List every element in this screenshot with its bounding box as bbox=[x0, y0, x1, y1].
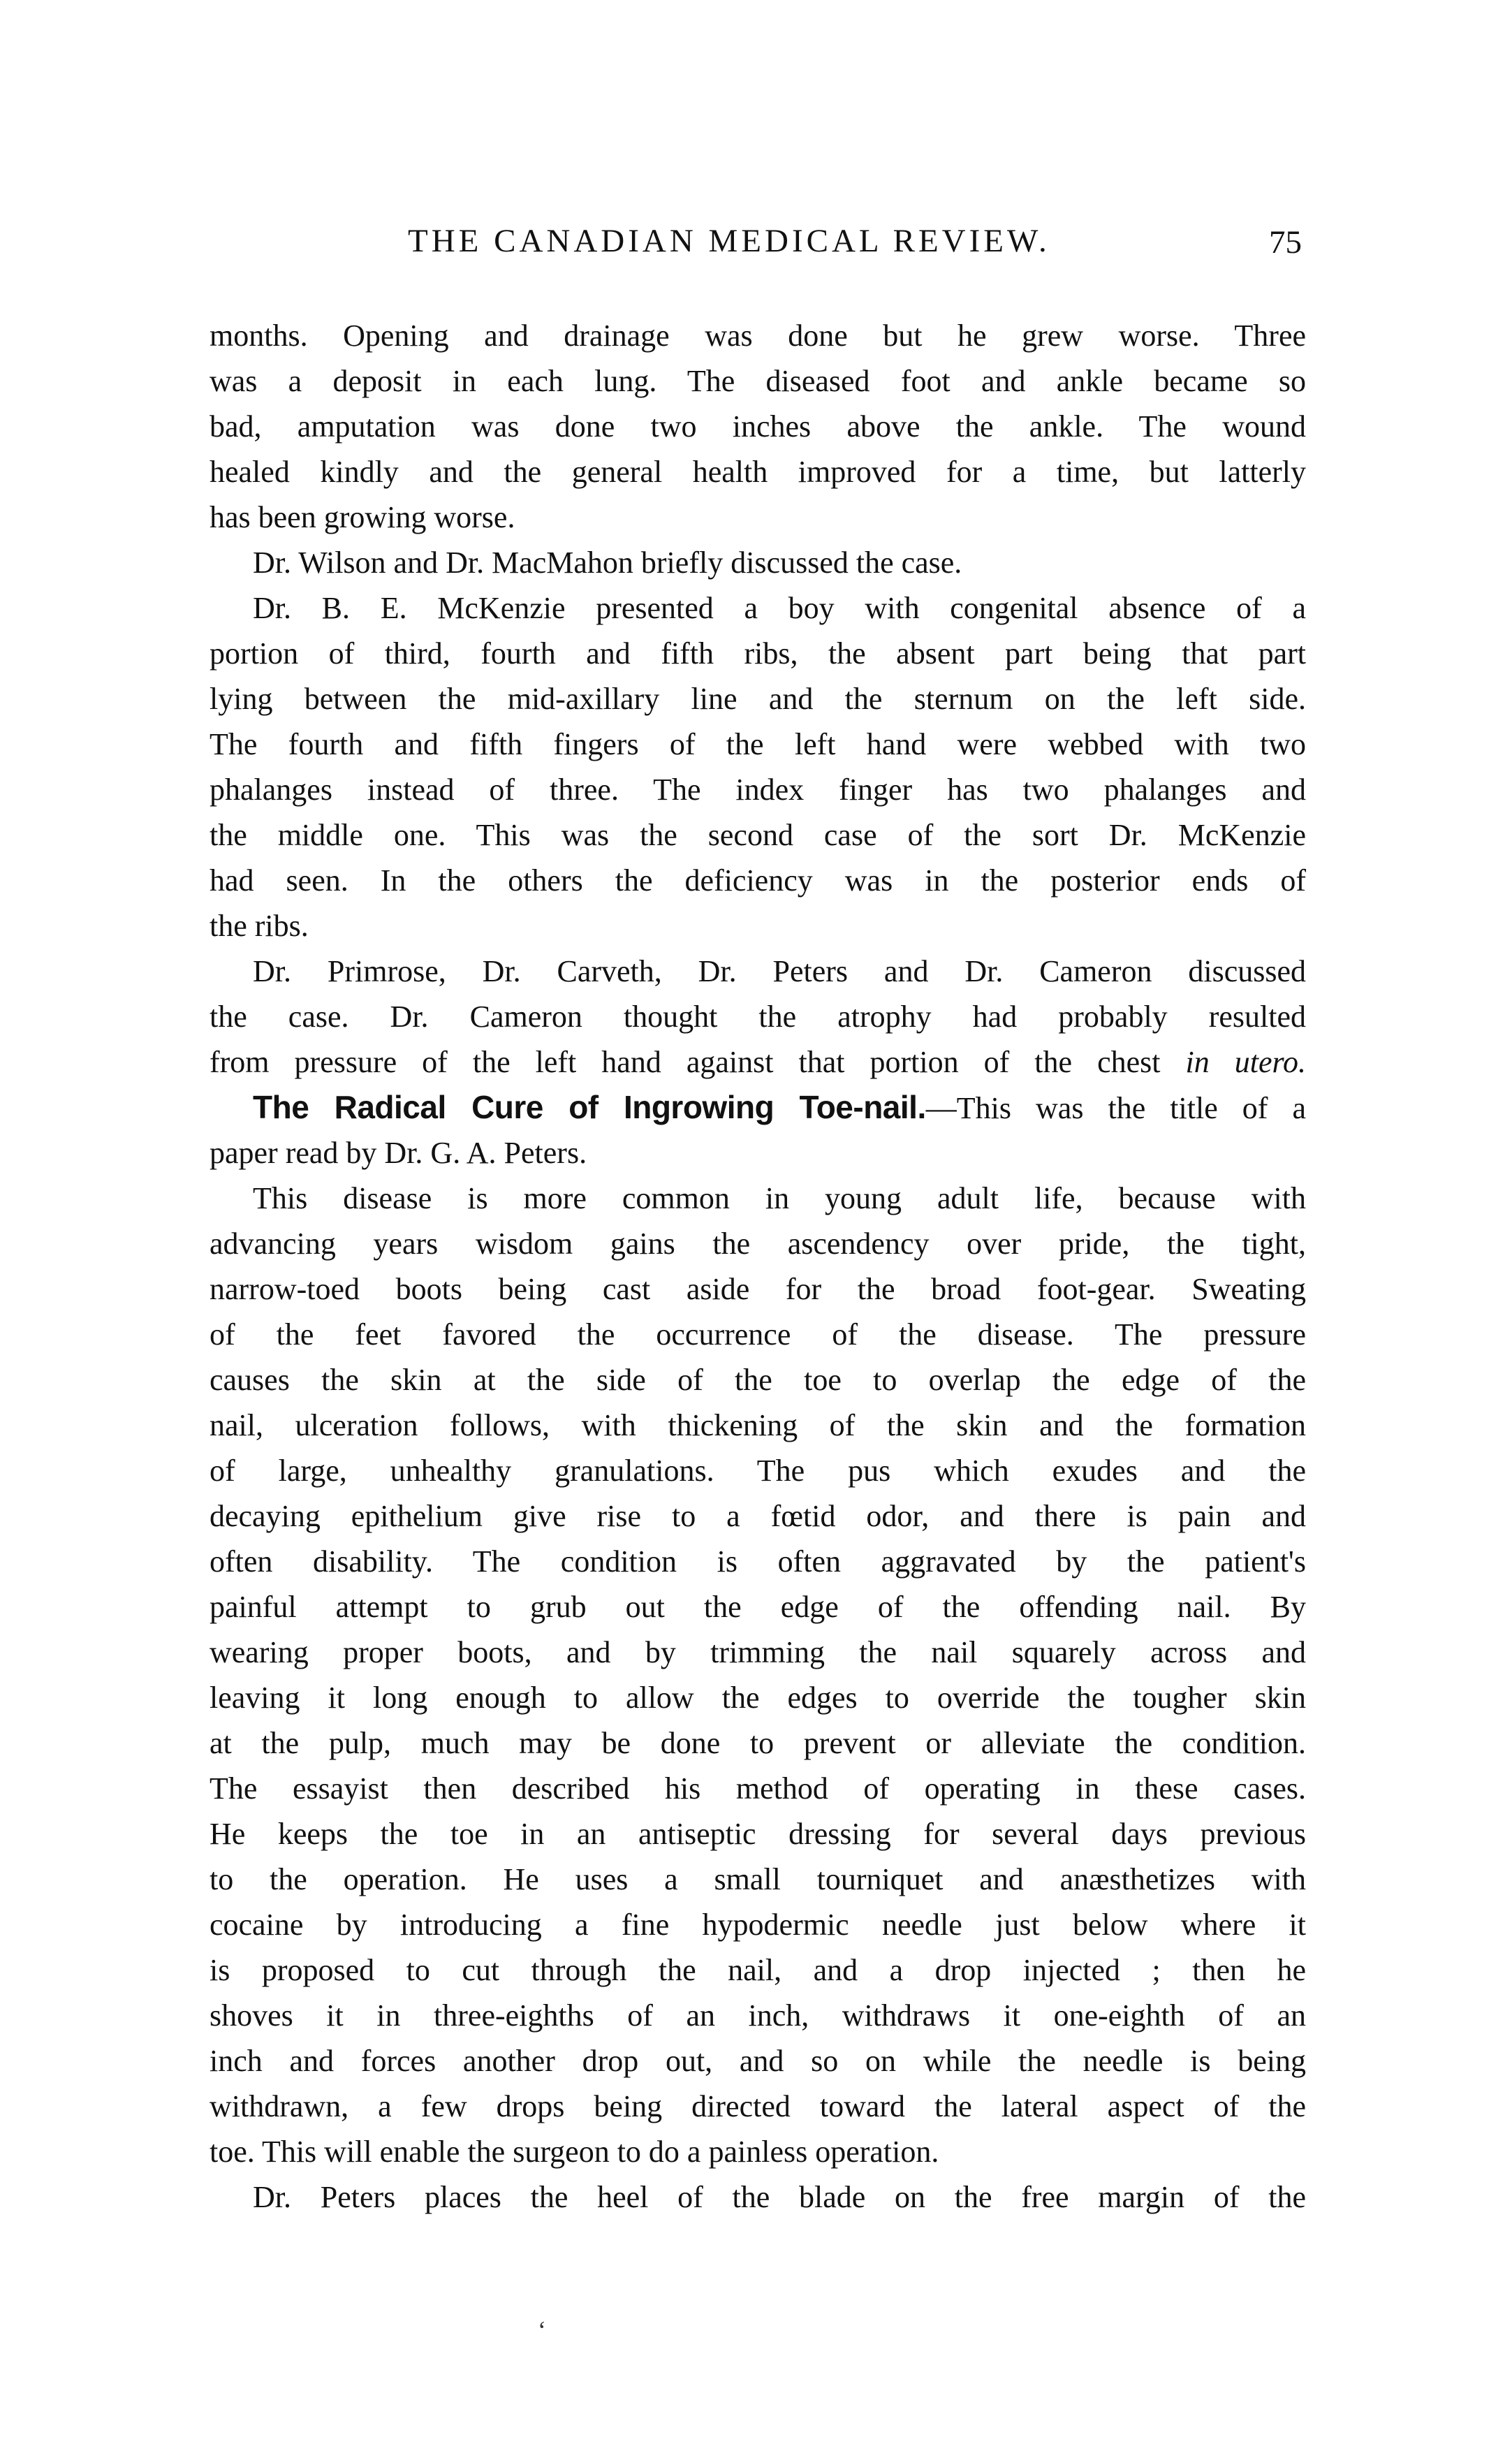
text-line: the middle one. This was the second case of the sort Dr. McKenzie bbox=[210, 818, 1306, 852]
running-head bbox=[210, 222, 1306, 278]
text-line: wearing proper boots, and by trimming the nail squarely across and bbox=[210, 1635, 1306, 1669]
text-line: Dr. Wilson and Dr. MacMahon briefly discussed the case. bbox=[253, 546, 962, 580]
text-line: The essayist then described his method of operating in these cases. bbox=[210, 1771, 1306, 1806]
text-line: cocaine by introducing a fine hypodermic needle just below where it bbox=[210, 1908, 1306, 1942]
text-line: portion of third, fourth and fifth ribs, the absent part being that part bbox=[210, 636, 1306, 671]
text-run: from pressure of the left hand against that portion of the chest bbox=[210, 1045, 1161, 1079]
text-run: —This was the title of a bbox=[925, 1091, 1307, 1125]
text-line: months. Opening and drainage was done but he grew worse. Three bbox=[210, 319, 1306, 353]
text-line: Dr. Peters places the heel of the blade on the free margin of the bbox=[253, 2180, 1306, 2214]
text-line: He keeps the toe in an antiseptic dressing for several days previous bbox=[210, 1817, 1306, 1851]
text-line: was a deposit in each lung. The diseased foot and ankle became so bbox=[210, 364, 1306, 398]
running-title: THE CANADIAN MEDICAL REVIEW. bbox=[408, 223, 1050, 259]
text-line: to the operation. He uses a small tourniquet and anæsthetizes with bbox=[210, 1862, 1306, 1896]
text-line: of large, unhealthy granulations. The pus which exudes and the bbox=[210, 1454, 1306, 1488]
text-line: nail, ulceration follows, with thickening of the skin and the formation bbox=[210, 1408, 1306, 1442]
text-line: withdrawn, a few drops being directed toward the lateral aspect of the bbox=[210, 2089, 1306, 2123]
text-line: narrow-toed boots being cast aside for the broad foot-gear. Sweating bbox=[210, 1272, 1306, 1306]
text-line: inch and forces another drop out, and so on while the needle is being bbox=[210, 2044, 1306, 2078]
body-text bbox=[210, 313, 1306, 2220]
section-heading-line bbox=[210, 1085, 1306, 1130]
text-line: decaying epithelium give rise to a fœtid odor, and there is pain and bbox=[210, 1499, 1306, 1533]
text-line: Dr. B. E. McKenzie presented a boy with congenital absence of a bbox=[253, 591, 1306, 625]
text-line: has been growing worse. bbox=[210, 500, 515, 534]
stray-print-mark: ʻ bbox=[538, 2316, 546, 2344]
text-line: shoves it in three-eighths of an inch, withdraws it one-eighth of an bbox=[210, 1998, 1306, 2033]
text-line: at the pulp, much may be done to prevent or alleviate the condition. bbox=[210, 1726, 1306, 1760]
text-line: causes the skin at the side of the toe to overlap the edge of the bbox=[210, 1363, 1306, 1397]
text-line: This disease is more common in young adult life, because with bbox=[253, 1181, 1306, 1215]
text-line: lying between the mid-axillary line and the sternum on the left side. bbox=[210, 682, 1306, 716]
text-line: healed kindly and the general health improved for a time, but latterly bbox=[210, 455, 1306, 489]
text-line: painful attempt to grub out the edge of the offending nail. By bbox=[210, 1590, 1306, 1624]
text-line: advancing years wisdom gains the ascendency over pride, the tight, bbox=[210, 1227, 1306, 1261]
section-heading: The Radical Cure of Ingrowing Toe-nail. bbox=[253, 1089, 926, 1125]
text-line: The fourth and fifth fingers of the left hand were webbed with two bbox=[210, 727, 1306, 761]
text-line: the case. Dr. Cameron thought the atrophy had probably resulted bbox=[210, 1000, 1306, 1034]
text-line: had seen. In the others the deficiency was in the posterior ends of bbox=[210, 863, 1306, 898]
text-line: often disability. The condition is often aggravated by the patient's bbox=[210, 1544, 1306, 1579]
text-line bbox=[210, 1039, 1306, 1085]
text-line: the ribs. bbox=[210, 909, 309, 943]
text-line: paper read by Dr. G. A. Peters. bbox=[210, 1136, 587, 1170]
page-number: 75 bbox=[1269, 224, 1302, 261]
text-line: of the feet favored the occurrence of the disease. The pressure bbox=[210, 1317, 1306, 1352]
text-line: toe. This will enable the surgeon to do a painless operation. bbox=[210, 2135, 939, 2169]
text-line: Dr. Primrose, Dr. Carveth, Dr. Peters and Dr. Cameron discussed bbox=[253, 954, 1306, 988]
italic-phrase: in utero. bbox=[1185, 1045, 1307, 1079]
text-line: is proposed to cut through the nail, and a drop injected ; then he bbox=[210, 1953, 1306, 1987]
text-line: phalanges instead of three. The index finger has two phalanges and bbox=[210, 773, 1306, 807]
text-line: leaving it long enough to allow the edges to override the tougher skin bbox=[210, 1681, 1306, 1715]
text-line: bad, amputation was done two inches above the ankle. The wound bbox=[210, 409, 1306, 444]
